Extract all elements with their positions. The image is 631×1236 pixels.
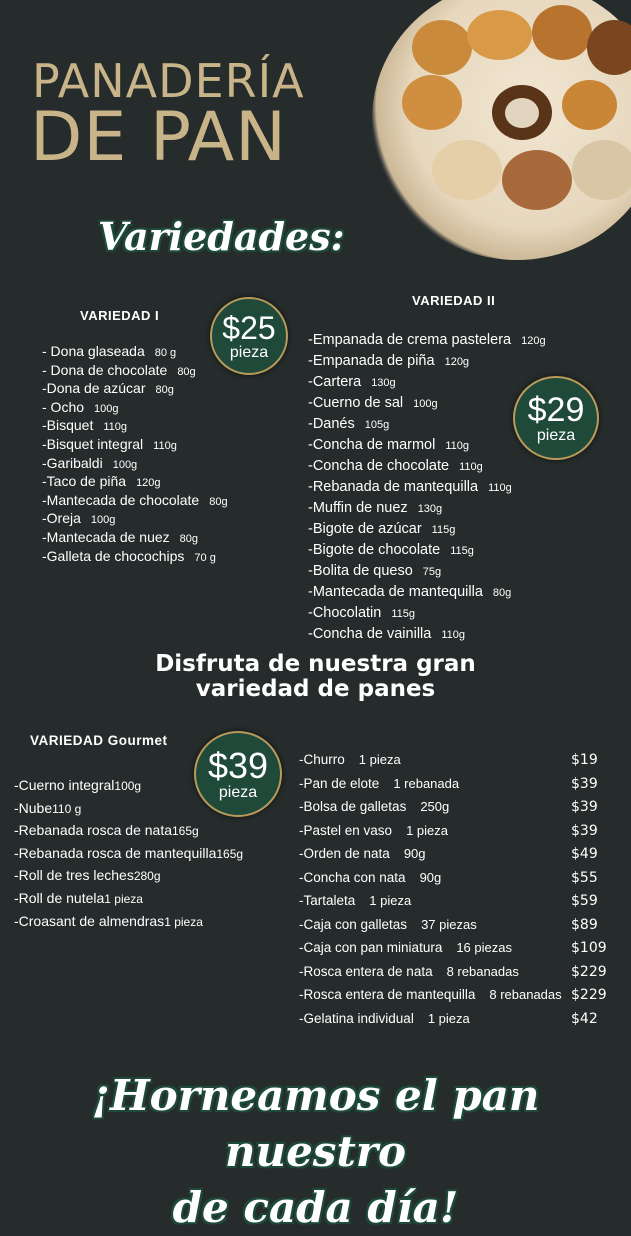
list-item — [308, 414, 546, 435]
item-weight: 120g — [136, 477, 161, 490]
variedad1-title: VARIEDAD I — [80, 308, 160, 323]
item-weight: 165g — [172, 824, 199, 839]
list-item — [42, 492, 228, 511]
variedad2-price: $29 — [527, 390, 585, 429]
item-name: -Tartaleta — [299, 893, 356, 908]
item-weight: 100g — [114, 779, 142, 793]
item-name: -Concha de marmol — [308, 437, 436, 453]
item-name: -Mantecada de nuez — [42, 528, 170, 545]
list-item — [42, 436, 228, 455]
list-item — [308, 561, 546, 582]
footer-slogan — [0, 1068, 631, 1236]
item-weight: 110g — [445, 440, 469, 452]
item-name: -Galleta de chocochips — [42, 547, 185, 564]
list-item — [299, 799, 619, 823]
item-qty: 1 pieza — [358, 752, 401, 767]
item-name: -Empanada de piña — [308, 353, 435, 369]
item-name: -Bolsa de galletas — [299, 799, 407, 814]
item-name: -Bisquet integral — [42, 435, 144, 452]
bread-basket-image — [372, 0, 631, 260]
item-weight: 100g — [413, 398, 438, 410]
variedad1-list — [42, 343, 228, 566]
item-name: -Danés — [308, 416, 355, 432]
item-weight: 105g — [364, 419, 390, 431]
item-weight: 115g — [431, 524, 456, 536]
item-name: -Concha de vainilla — [308, 626, 432, 642]
item-qty: 37 piezas — [421, 916, 477, 932]
title-line1: PANADERÍA — [32, 54, 305, 108]
list-item — [299, 893, 619, 917]
item-weight: 80g — [209, 495, 228, 508]
item-name: -Cartera — [308, 374, 362, 390]
list-item — [308, 582, 546, 603]
item-qty: 1 pieza — [369, 893, 412, 908]
title-line2: DE PAN — [30, 98, 287, 177]
item-price: $39 — [571, 799, 598, 815]
item-name: -Churro — [299, 752, 345, 767]
item-weight: 110g — [153, 439, 177, 452]
list-item — [308, 540, 546, 561]
list-item — [299, 823, 619, 847]
list-item — [308, 456, 546, 477]
list-item — [14, 911, 243, 934]
item-price: $19 — [571, 752, 598, 768]
item-weight: 110g — [441, 629, 465, 641]
item-name: -Roll de tres leches — [14, 867, 134, 884]
item-weight: 120g — [521, 335, 546, 347]
list-item — [299, 940, 619, 964]
item-name: -Dona de azúcar — [42, 380, 146, 397]
list-item — [42, 399, 228, 418]
item-weight: 75g — [422, 566, 442, 578]
list-item — [299, 752, 619, 776]
list-item — [308, 519, 546, 540]
item-price: $59 — [571, 893, 598, 909]
variedad2-unit: pieza — [536, 426, 576, 444]
item-weight: 115g — [391, 608, 415, 620]
variedades-heading: Variedades: — [98, 214, 345, 259]
item-qty: 1 pieza — [427, 1010, 470, 1026]
item-weight: 110 g — [52, 801, 82, 816]
list-item — [14, 888, 243, 911]
item-weight: 80g — [492, 587, 512, 599]
item-qty: 16 piezas — [456, 940, 512, 955]
item-name: -Cuerno de sal — [308, 395, 404, 411]
item-weight: 80 g — [154, 347, 177, 359]
item-weight: 100g — [112, 458, 138, 471]
item-name: -Rebanada rosca de nata — [14, 822, 172, 839]
gourmet-price: $39 — [207, 744, 269, 786]
item-name: -Bigote de azúcar — [308, 521, 422, 537]
list-item — [14, 798, 243, 821]
item-weight: 70 g — [194, 551, 216, 564]
item-name: -Caja con pan miniatura — [299, 940, 443, 955]
item-weight: 110g — [459, 461, 483, 473]
list-item — [299, 776, 619, 800]
list-item — [42, 343, 228, 362]
list-item — [42, 548, 228, 567]
list-item — [14, 775, 243, 798]
list-item — [299, 846, 619, 870]
gourmet-unit: pieza — [218, 783, 258, 801]
list-item — [299, 964, 619, 988]
item-weight: 110g — [488, 482, 512, 494]
item-qty: 1 rebanada — [393, 775, 460, 791]
item-price: $49 — [571, 846, 598, 862]
list-item — [42, 529, 228, 548]
item-name: -Rebanada de mantequilla — [308, 479, 479, 495]
list-item — [299, 987, 619, 1011]
item-name: -Roll de nutela — [14, 889, 105, 906]
item-qty: 90g — [419, 869, 442, 885]
item-name: -Concha de chocolate — [308, 458, 450, 474]
item-name: -Muffin de nuez — [308, 500, 408, 516]
gourmet-title: VARIEDAD Gourmet — [30, 733, 168, 748]
item-name: -Rebanada rosca de mantequilla — [14, 844, 217, 861]
list-item — [308, 498, 546, 519]
list-item — [308, 393, 546, 414]
list-item — [14, 820, 243, 843]
item-name: -Caja con galletas — [299, 916, 408, 932]
item-name: -Cuerno integral — [14, 777, 115, 793]
list-item — [42, 510, 228, 529]
item-name: -Garibaldi — [42, 454, 103, 471]
item-name: -Bisquet — [42, 417, 94, 434]
item-weight: 80g — [179, 532, 198, 545]
item-price: $229 — [571, 987, 607, 1003]
item-price: $39 — [571, 822, 598, 839]
item-name: - Dona glaseada — [42, 343, 145, 359]
item-price: $55 — [571, 869, 598, 886]
variedad2-list — [308, 330, 546, 645]
gourmet-list — [14, 775, 243, 933]
item-weight: 1 pieza — [104, 891, 143, 906]
item-weight: 110g — [103, 421, 128, 434]
item-price: $39 — [571, 775, 598, 792]
list-item — [299, 917, 619, 941]
item-name: -Mantecada de chocolate — [42, 491, 200, 508]
list-item — [308, 435, 546, 456]
footer-line2: de cada día! — [172, 1183, 459, 1232]
item-price: $42 — [571, 1010, 598, 1027]
item-name: -Mantecada de mantequilla — [308, 584, 483, 600]
item-weight: 115g — [450, 545, 474, 557]
item-qty: 250g — [420, 799, 450, 814]
item-weight: 80g — [177, 365, 196, 378]
item-name: - Dona de chocolate — [42, 361, 168, 378]
list-item — [308, 624, 546, 645]
item-weight: 130g — [371, 377, 396, 389]
item-name: -Nube — [14, 799, 53, 816]
slogan — [0, 652, 631, 702]
extras-list — [299, 752, 619, 1034]
item-weight: 100g — [94, 402, 119, 415]
variedad1-price: $25 — [222, 309, 276, 346]
list-item — [42, 473, 228, 492]
list-item — [299, 1011, 619, 1035]
list-item — [42, 417, 228, 436]
item-name: -Pastel en vaso — [299, 822, 393, 838]
item-name: -Bigote de chocolate — [308, 542, 441, 558]
item-weight: 120g — [444, 356, 470, 368]
item-weight: 130g — [417, 503, 443, 515]
item-price: $109 — [571, 940, 607, 956]
item-name: -Chocolatin — [308, 605, 382, 621]
item-name: -Pan de elote — [299, 775, 380, 791]
list-item — [308, 372, 546, 393]
item-weight: 165g — [216, 846, 244, 861]
list-item — [14, 865, 243, 888]
item-qty: 8 rebanadas — [446, 963, 519, 979]
item-price: $89 — [571, 916, 598, 933]
item-name: -Oreja — [42, 510, 81, 527]
item-name: -Croasant de almendras — [14, 912, 165, 929]
list-item — [308, 351, 546, 372]
variedad1-unit: pieza — [229, 343, 269, 361]
list-item — [42, 380, 228, 399]
item-weight: 80g — [155, 384, 174, 397]
item-qty: 8 rebanadas — [489, 987, 562, 1002]
variedad2-title: VARIEDAD II — [412, 293, 496, 308]
item-price: $229 — [571, 963, 607, 980]
footer-line1: ¡Horneamos el pan nuestro — [91, 1071, 540, 1176]
list-item — [308, 477, 546, 498]
item-qty: 1 pieza — [406, 822, 448, 838]
item-name: -Orden de nata — [299, 846, 390, 861]
slogan-line1: Disfruta de nuestra gran — [155, 651, 476, 677]
slogan-line2: variedad de panes — [195, 676, 436, 702]
item-name: -Gelatina individual — [299, 1010, 414, 1026]
item-name: -Bolita de queso — [308, 563, 413, 579]
item-weight: 1 pieza — [164, 914, 203, 929]
item-qty: 90g — [403, 846, 426, 861]
item-name: -Rosca entera de nata — [299, 963, 433, 979]
list-item — [42, 362, 228, 381]
list-item — [42, 455, 228, 474]
list-item — [308, 330, 546, 351]
item-name: -Concha con nata — [299, 869, 406, 885]
list-item — [14, 843, 243, 866]
item-name: -Empanada de crema pastelera — [308, 332, 512, 348]
item-weight: 100g — [90, 514, 116, 527]
item-weight: 280g — [133, 869, 161, 884]
item-name: - Ocho — [42, 398, 85, 415]
list-item — [308, 603, 546, 624]
item-name: -Rosca entera de mantequilla — [299, 987, 476, 1002]
item-name: -Taco de piña — [42, 473, 127, 490]
list-item — [299, 870, 619, 894]
